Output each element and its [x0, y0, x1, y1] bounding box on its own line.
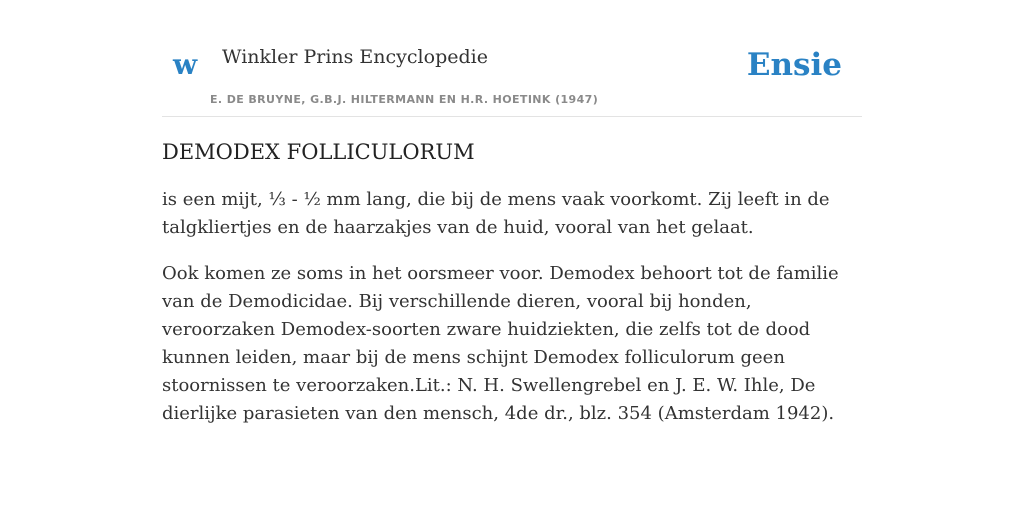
publication-authors: E. DE BRUYNE, G.B.J. HILTERMANN EN H.R. HOETINK (1947) — [210, 93, 599, 106]
publication-title[interactable]: Winkler Prins Encyclopedie — [222, 46, 488, 68]
article — [162, 140, 862, 446]
publication-logo[interactable]: w — [173, 48, 198, 81]
article-paragraph-1: is een mijt, ⅓ - ½ mm lang, die bij de mens vaak voorkomt. Zij leeft in de talgkliertjes en de haarzakjes van de huid, vooral van het gelaat. — [162, 189, 830, 239]
ensie-logo[interactable]: Ensie — [746, 47, 842, 83]
publication-header — [162, 40, 862, 117]
article-paragraph-2: Ook komen ze soms in het oorsmeer voor. Demodex behoort tot de familie van de Demodicidae. Bij verschillende dieren, vooral bij honden, veroorzaken Demodex-soorten zware huidziekten, die zelfs tot de dood kunnen leiden, maar bij de mens schijnt Demodex folliculorum geen stoornissen te veroorzaken.Lit.: N. H. Swellengrebel en J. E. W. Ihle, De dierlijke parasieten van den mensch, 4de dr., blz. 354 (Amsterdam 1942). — [162, 263, 839, 425]
article-title: DEMODEX FOLLICULORUM — [162, 140, 475, 164]
